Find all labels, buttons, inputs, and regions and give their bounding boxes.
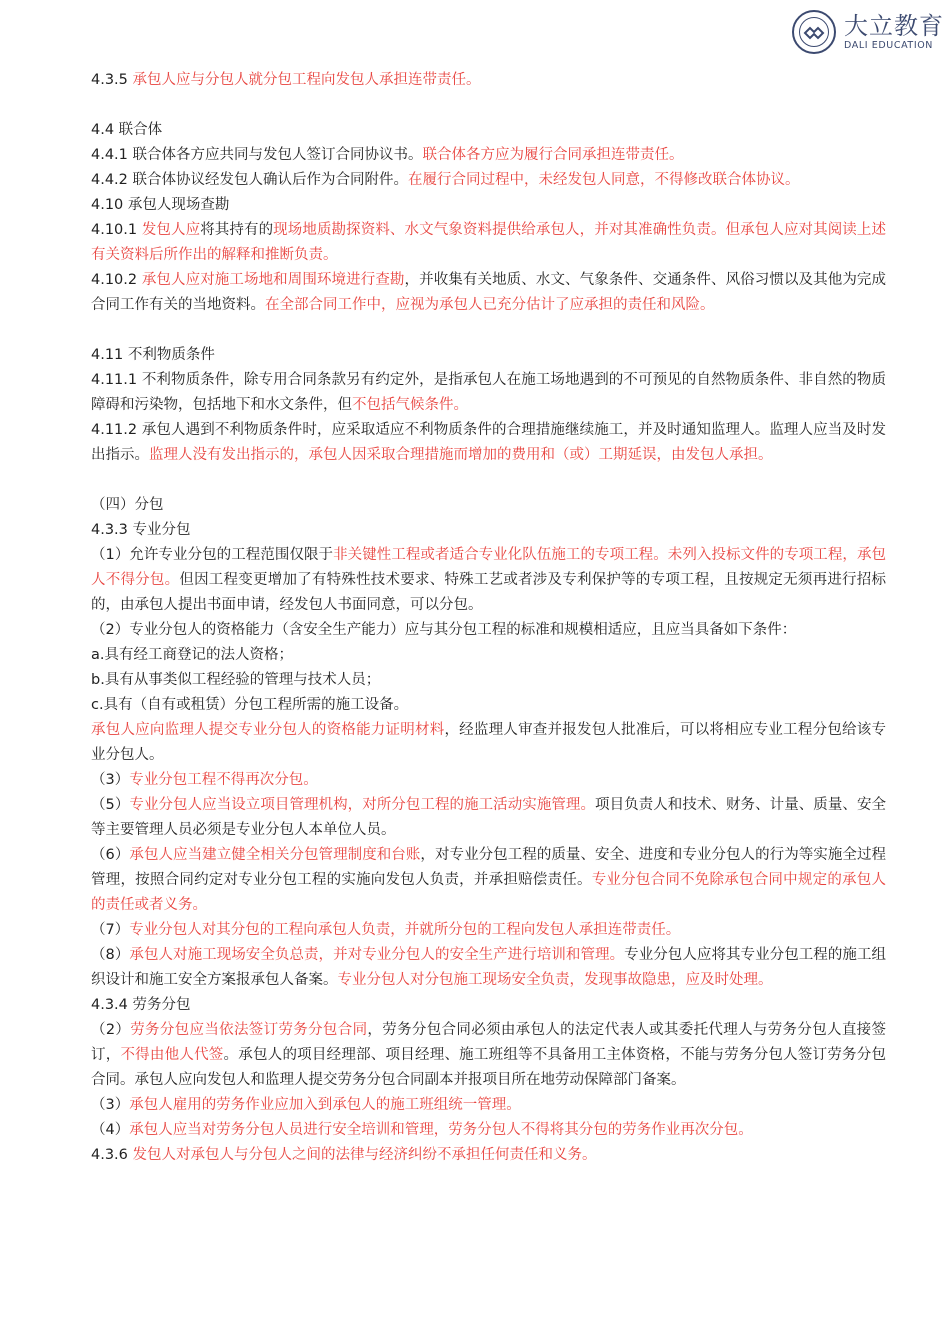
clause-4-4-2: 4.4.2 联合体协议经发包人确认后作为合同附件。在履行合同过程中，未经发包人同意，不得修改联合体协议。 [91, 172, 800, 188]
labor-item-2: （2）劳务分包应当依法签订劳务分包合同，劳务分包合同必须由承包人的法定代表人或其委托代理人与劳务分包人直接签订，不得由他人代签。承包人的项目经理部、项目经理、施工班组等不具备用工主体资格，不能与劳务分包人签订劳务分包合同。承包人应向发包人和监理人提交劳务分包合同副本并报项目所在地劳动保障部门备案。 [91, 1022, 887, 1088]
heading-4-3-3: 4.3.3 专业分包 [91, 522, 191, 538]
heading-4-3-4: 4.3.4 劳务分包 [91, 997, 191, 1013]
item-6: （6）承包人应当建立健全相关分包管理制度和台账，对专业分包工程的质量、安全、进度和专业分包人的行为等实施全过程管理，按照合同约定对专业分包工程的实施向发包人负责，并承担赔偿责任。专业分包合同不免除承包合同中规定的承包人的责任或者义务。 [91, 847, 887, 913]
clause-4-10-2: 4.10.2 承包人应对施工场地和周围环境进行查勘，并收集有关地质、水文、气象条件、交通条件、风俗习惯以及其他为完成合同工作有关的当地资料。在全部合同工作中，应视为承包人已充分估计了应承担的责任和风险。 [91, 272, 887, 313]
item-7: （7）专业分包人对其分包的工程向承包人负责，并就所分包的工程向发包人承担连带责任。 [91, 922, 681, 938]
clause-4-11-2: 4.11.2 承包人遇到不利物质条件时，应采取适应不利物质条件的合理措施继续施工，并及时通知监理人。监理人应当及时发出指示。监理人没有发出指示的，承包人因采取合理措施而增加的费用和（或）工期延误，由发包人承担。 [91, 422, 886, 463]
item-3: （3）专业分包工程不得再次分包。 [91, 772, 318, 788]
clause-4-3-5: 4.3.5 承包人应与分包人就分包工程向发包人承担连带责任。 [91, 72, 481, 88]
item-5: （5）专业分包人应当设立项目管理机构，对所分包工程的施工活动实施管理。项目负责人和技术、财务、计量、质量、安全等主要管理人员必须是专业分包人本单位人员。 [91, 797, 887, 838]
clause-4-3-6: 4.3.6 发包人对承包人与分包人之间的法律与经济纠纷不承担任何责任和义务。 [91, 1147, 597, 1163]
logo-name-cn: 大立教育 [844, 11, 944, 40]
document-body [91, 68, 886, 1168]
labor-item-3: （3）承包人雇用的劳务作业应加入到承包人的施工班组统一管理。 [91, 1097, 521, 1113]
item-2-a: a.具有经工商登记的法人资格； [91, 647, 293, 663]
item-2: （2）专业分包人的资格能力（含安全生产能力）应与其分包工程的标准和规模相适应，且应当具备如下条件： [91, 622, 797, 638]
dali-seal-icon [792, 10, 836, 54]
item-2-c: c.具有（自有或租赁）分包工程所需的施工设备。 [91, 697, 409, 713]
heading-4-4: 4.4 联合体 [91, 122, 163, 138]
clause-4-11-1: 4.11.1 不利物质条件，除专用合同条款另有约定外，是指承包人在施工场地遇到的不可预见的自然物质条件、非自然的物质障碍和污染物，包括地下和水文条件，但不包括气候条件。 [91, 372, 886, 413]
item-2-submission: 承包人应向监理人提交专业分包人的资格能力证明材料，经监理人审查并报发包人批准后，可以将相应专业工程分包给该专业分包人。 [91, 722, 887, 763]
labor-item-4: （4）承包人应当对劳务分包人员进行安全培训和管理，劳务分包人不得将其分包的劳务作业再次分包。 [91, 1122, 753, 1138]
item-8: （8）承包人对施工现场安全负总责，并对专业分包人的安全生产进行培训和管理。专业分包人应将其专业分包工程的施工组织设计和施工安全方案报承包人备案。专业分包人对分包施工现场安全负责，发现事故隐患，应及时处理。 [91, 947, 887, 988]
logo-name-en: DALI EDUCATION [844, 39, 934, 51]
item-2-b: b.具有从事类似工程经验的管理与技术人员； [91, 672, 381, 688]
clause-4-10-1: 4.10.1 发包人应将其持有的现场地质勘探资料、水文气象资料提供给承包人，并对其准确性负责。但承包人应对其阅读上述有关资料后所作出的解释和推断负责。 [91, 222, 886, 263]
item-1: （1）允许专业分包的工程范围仅限于非关键性工程或者适合专业化队伍施工的专项工程。未列入投标文件的专项工程，承包人不得分包。但因工程变更增加了有特殊性技术要求、特殊工艺或者涉及专利保护等的专项工程，且按规定无须再进行招标的，由承包人提出书面申请，经发包人书面同意，可以分包。 [91, 547, 887, 613]
heading-4-10: 4.10 承包人现场查勘 [91, 197, 230, 213]
section-heading-4: （四）分包 [91, 497, 164, 513]
clause-4-4-1: 4.4.1 联合体各方应共同与发包人签订合同协议书。联合体各方应为履行合同承担连带责任。 [91, 147, 684, 163]
brand-logo [792, 10, 944, 54]
heading-4-11: 4.11 不利物质条件 [91, 347, 215, 363]
